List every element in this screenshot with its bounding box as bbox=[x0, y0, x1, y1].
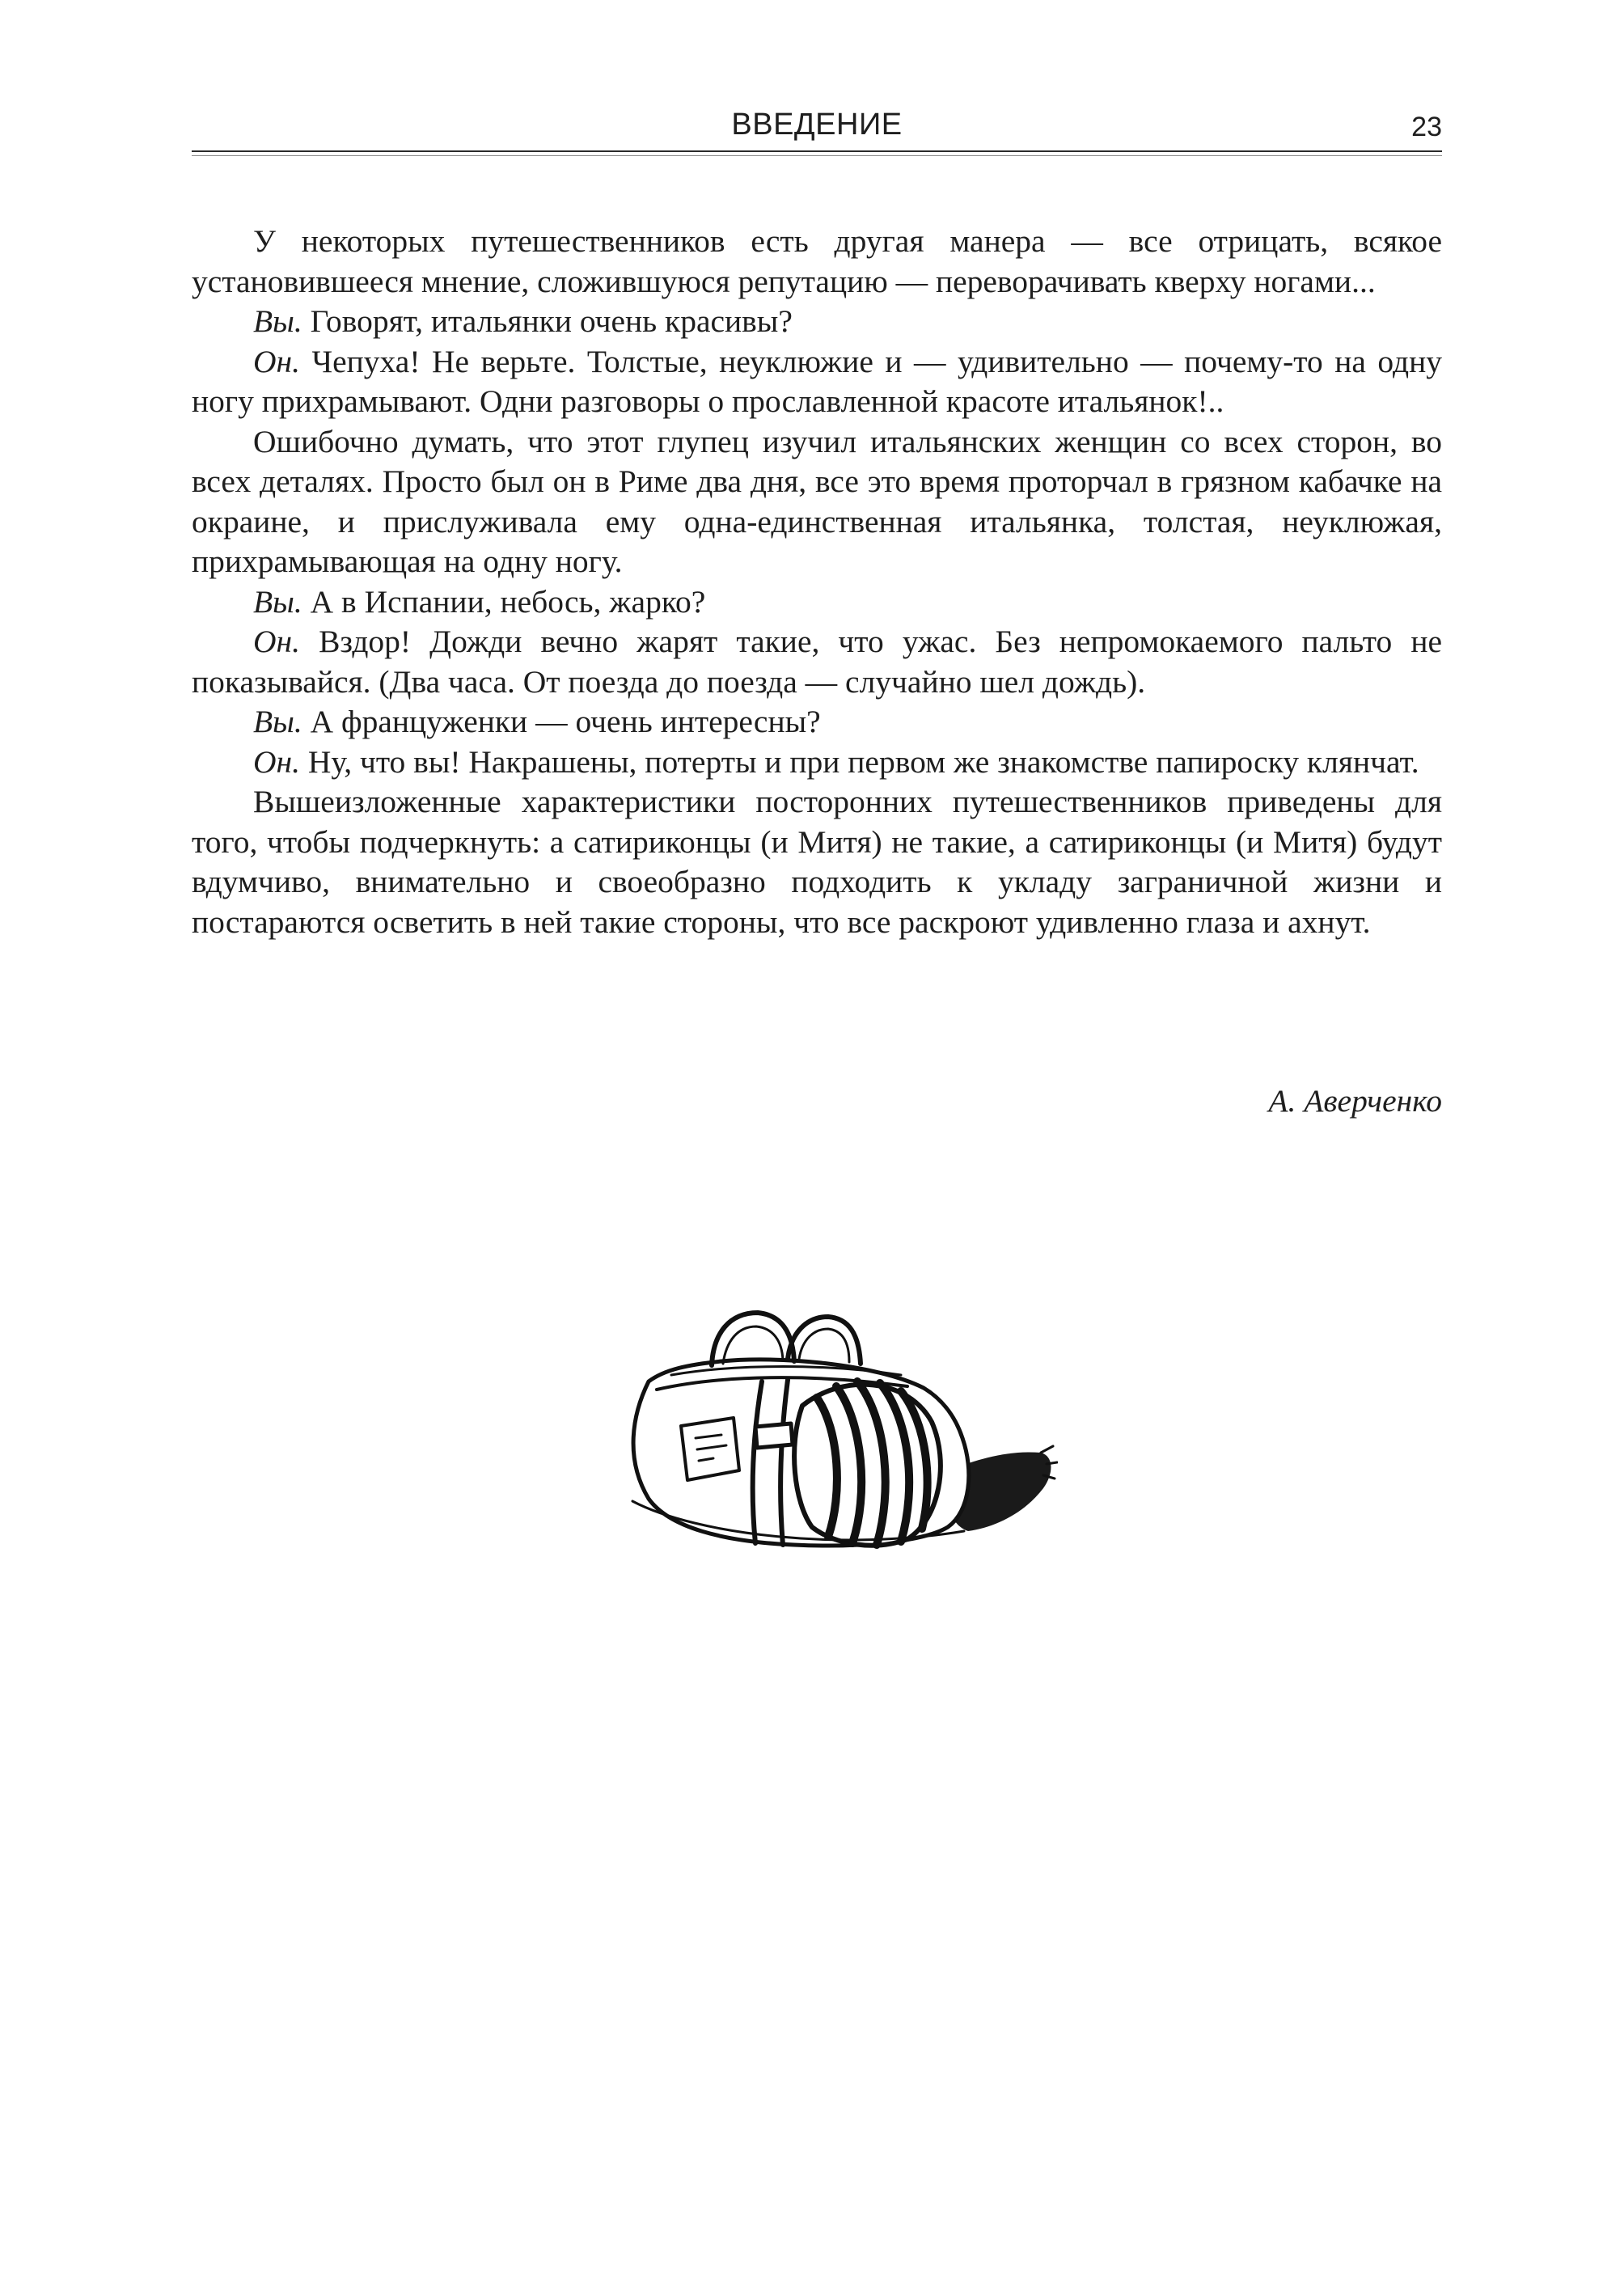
speaker-label: Он. bbox=[253, 624, 300, 659]
speaker-label: Он. bbox=[253, 343, 300, 379]
header-rule-thin bbox=[192, 155, 1442, 156]
dialogue-line bbox=[192, 702, 1442, 742]
page-header bbox=[192, 104, 1442, 150]
speaker-label: Вы. bbox=[253, 303, 302, 339]
page-number: 23 bbox=[1411, 112, 1442, 142]
dialogue-line bbox=[192, 302, 1442, 342]
paragraph-text: Ошибочно думать, что этот глупец изучил итальянских женщин со всех сторон, во всех деталях. Просто был он в Риме два дня, все это время проторчал в грязном кабачке на окраине, и прислуживала ему одна-единственная итальянка, толстая, неуклюжая, прихрамывающая на одну ногу. bbox=[192, 423, 1442, 579]
bag-buckle bbox=[755, 1424, 793, 1448]
bag-handle-right-inner bbox=[799, 1329, 849, 1362]
speaker-label: Вы. bbox=[253, 583, 302, 620]
header-rule bbox=[192, 150, 1442, 152]
dialogue-line bbox=[192, 582, 1442, 623]
paragraph bbox=[192, 222, 1442, 302]
speaker-label: Он. bbox=[253, 743, 300, 780]
paragraph bbox=[192, 422, 1442, 582]
dialogue-text: Ну, что вы! Накрашены, потерты и при первом же знакомстве папироску клянчат. bbox=[300, 743, 1419, 780]
dialogue-line bbox=[192, 742, 1442, 783]
paragraph bbox=[192, 782, 1442, 942]
body-text bbox=[192, 222, 1442, 942]
dialogue-line bbox=[192, 622, 1442, 702]
author-signature: А. Аверченко bbox=[1268, 1083, 1442, 1119]
running-title: ВВЕДЕНИЕ bbox=[731, 108, 903, 142]
travel-bag-illustration bbox=[600, 1284, 1058, 1569]
dialogue-text: Вздор! Дожди вечно жарят такие, что ужас. Без непромокаемого пальто не показывайся. (Два часа. От поезда до поезда — случайно шел дождь). bbox=[192, 624, 1442, 700]
dialogue-line bbox=[192, 342, 1442, 422]
dialogue-text: А в Испании, небось, жарко? bbox=[302, 583, 706, 620]
paragraph-text: У некоторых путешественников есть другая манера — все отрицать, всякое установившееся мнение, сложившуюся репутацию — переворачивать кверху ногами... bbox=[192, 223, 1442, 299]
paragraph-text: Вышеизложенные характеристики посторонних путешественников приведены для того, чтобы подчеркнуть: а сатириконцы (и Митя) не такие, а сатириконцы (и Митя) будут вдумчиво, внимательно и своеобразно подходить к укладу заграничной жизни и постараются осветить в ней такие стороны, что все раскроют удивленно глаза и ахнут. bbox=[192, 784, 1442, 940]
dialogue-text: А француженки — очень интересны? bbox=[302, 704, 821, 739]
dialogue-text: Говорят, итальянки очень красивы? bbox=[302, 303, 793, 339]
dialogue-text: Чепуха! Не верьте. Толстые, неуклюжие и — удивительно — почему-то на одну ногу прихрамывают. Одни разговоры о прославленной красоте итальянок!.. bbox=[192, 343, 1442, 419]
speaker-label: Вы. bbox=[253, 704, 302, 739]
bag-roll bbox=[794, 1385, 941, 1546]
bag-label bbox=[681, 1418, 739, 1480]
